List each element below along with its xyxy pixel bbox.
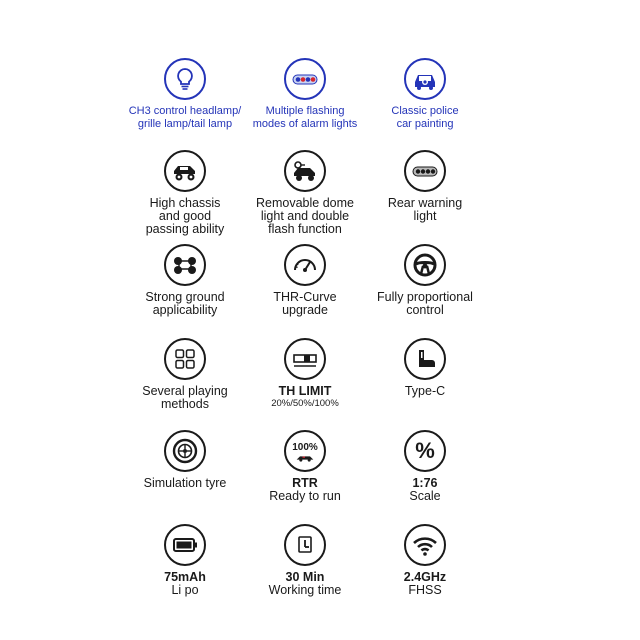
clock-icon [284,524,326,566]
feature-item [350,150,500,223]
feature-label-line: Classic police [391,105,459,117]
feature-label-line: Simulation tyre [143,476,227,490]
feature-label-line: CH3 control headlamp/ [128,105,242,117]
feature-label-bold: 30 Min [285,570,325,584]
feature-label-line: Multiple flashing [265,105,345,117]
lightbulb-icon [164,58,206,100]
rear-warning-light-icon [404,150,446,192]
feature-label-line: car painting [396,118,454,130]
feature-label-line: light and double [260,209,350,223]
feature-label [350,385,500,398]
tyre-icon [164,430,206,472]
feature-item [350,524,500,597]
feature-label-line: Fully proportional [377,290,473,304]
feature-label-line: Removable dome [256,196,354,210]
feature-label-bold: 1:76 [412,476,438,490]
feature-label-line: passing ability [145,222,225,236]
percent-icon [404,430,446,472]
feature-label-line: applicability [152,303,218,317]
dome-light-car-icon [284,150,326,192]
feature-label-line: Type-C [404,384,446,398]
high-chassis-car-icon [164,150,206,192]
feature-label-line: Strong ground [145,290,225,304]
feature-label-line: Working time [268,583,342,597]
rtr-car-icon [284,430,326,472]
grid-modes-icon [164,338,206,380]
throttle-limit-icon [284,338,326,380]
alarm-lights-icon [284,58,326,100]
feature-label [350,571,500,597]
feature-label-line: methods [161,397,209,411]
feature-label [350,197,500,223]
feature-label-line: Ready to run [269,489,341,503]
type-c-port-icon [404,338,446,380]
feature-item [350,58,500,131]
feature-label-sub: 20%/50%/100% [271,398,339,409]
feature-label [350,105,500,131]
feature-label-line: grille lamp/tail lamp [137,118,233,130]
feature-label-line: control [406,303,444,317]
feature-label-line: light [413,209,437,223]
feature-item [350,338,500,398]
wifi-signal-icon [404,524,446,566]
feature-label-line: Several playing [142,384,228,398]
feature-label [350,477,500,503]
feature-label [350,291,500,317]
feature-label-line: Li po [171,583,199,597]
feature-label-line: FHSS [408,583,442,597]
ground-wheels-icon [164,244,206,286]
feature-label-line: Rear warning [387,196,463,210]
feature-label-bold: RTR [292,476,318,490]
feature-label-line: upgrade [282,303,328,317]
feature-label-bold: 2.4GHz [403,570,447,584]
feature-label-bold: 75mAh [164,570,206,584]
feature-item [350,244,500,317]
rtr-badge: 100% [292,441,318,453]
percent-glyph: % [415,438,435,463]
feature-label-line: High chassis [149,196,221,210]
feature-label-line: THR-Curve [273,290,337,304]
feature-item [350,430,500,503]
police-car-icon [404,58,446,100]
feature-label-line: modes of alarm lights [252,118,358,130]
battery-icon [164,524,206,566]
feature-label-line: Scale [409,489,441,503]
feature-label-bold: TH LIMIT [278,384,332,398]
steering-wheel-icon [404,244,446,286]
throttle-curve-icon [284,244,326,286]
feature-label-line: flash function [268,222,342,236]
feature-label-line: and good [158,209,212,223]
